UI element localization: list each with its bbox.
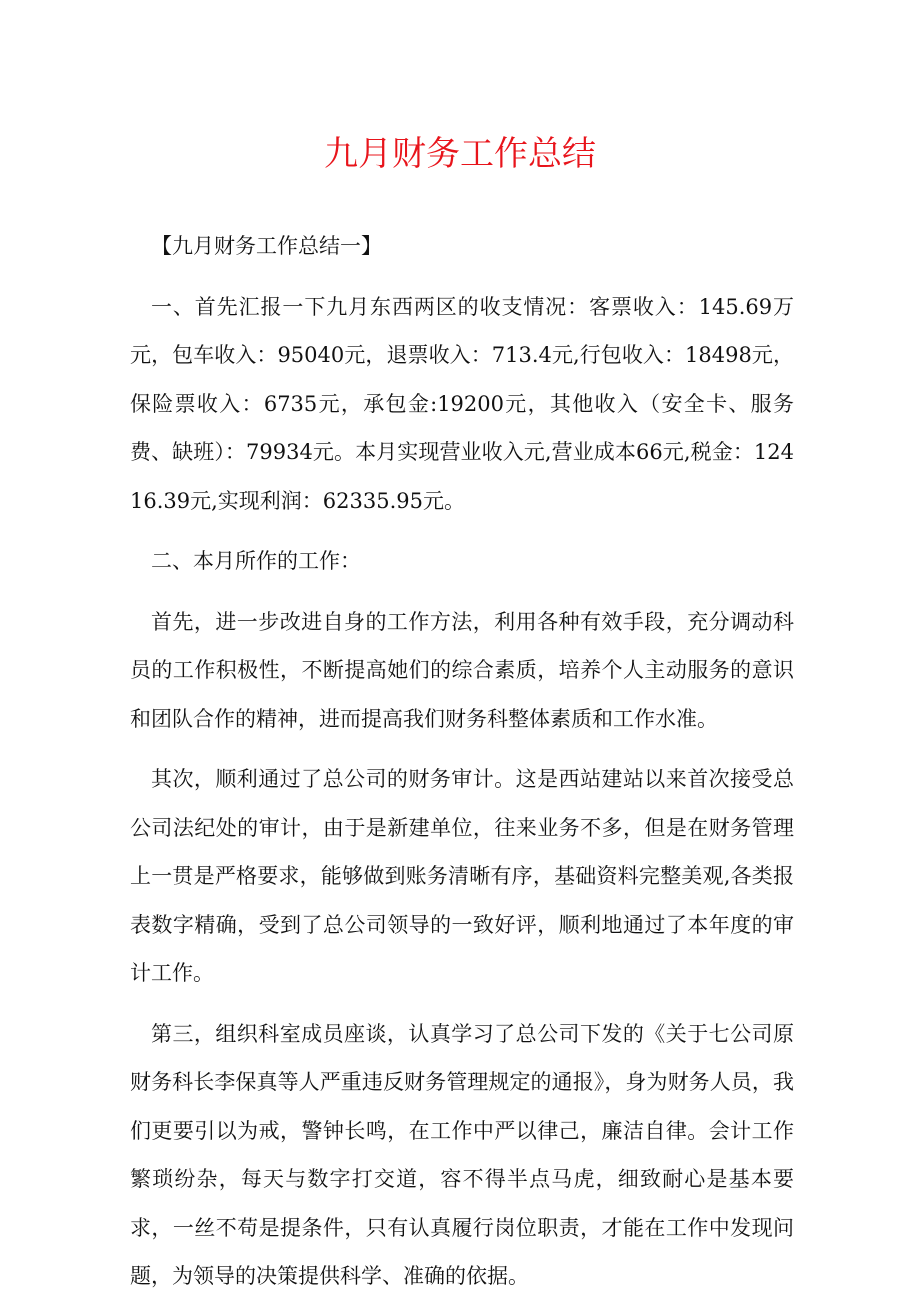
paragraph-work-heading: 二、本月所作的工作： [151,549,361,573]
document-title: 九月财务工作总结 [324,134,596,174]
paragraph-income-summary: 一、首先汇报一下九月东西两区的收支情况：客票收入：145.69万元，包车收入：95040元，退票收入：713.4元,行包收入：18498元，保险票收入：6735元，承包金:19200元，其他收入（安全卡、服务费、缺班）：79934元。本月实现营业收入元,营业成本66元,税金：12416.39元,实现利润：62335.95元。 [130,294,794,513]
section-heading: 【九月财务工作总结一】 [151,234,382,258]
paragraph-second: 其次，顺利通过了总公司的财务审计。这是西站建站以来首次接受总公司法纪处的审计，由于是新建单位，往来业务不多，但是在财务管理上一贯是严格要求，能够做到账务清晰有序，基础资料完整美观,各类报表数字精确，受到了总公司领导的一致好评，顺利地通过了本年度的审计工作。 [130,767,794,985]
document-body [130,222,794,1313]
paragraph-third: 第三，组织科室成员座谈，认真学习了总公司下发的《关于七公司原财务科长李保真等人严重违反财务管理规定的通报》，身为财务人员，我们更要引以为戒，警钟长鸣，在工作中严以律己，廉洁自律。会计工作繁琐纷杂，每天与数字打交道，容不得半点马虎，细致耐心是基本要求，一丝不苟是提条件，只有认真履行岗位职责，才能在工作中发现问题，为领导的决策提供科学、准确的依据。 [130,1021,794,1288]
paragraph-first: 首先，进一步改进自身的工作方法，利用各种有效手段，充分调动科员的工作积极性，不断提高她们的综合素质，培养个人主动服务的意识和团队合作的精神，进而提高我们财务科整体素质和工作水准。 [130,609,794,731]
